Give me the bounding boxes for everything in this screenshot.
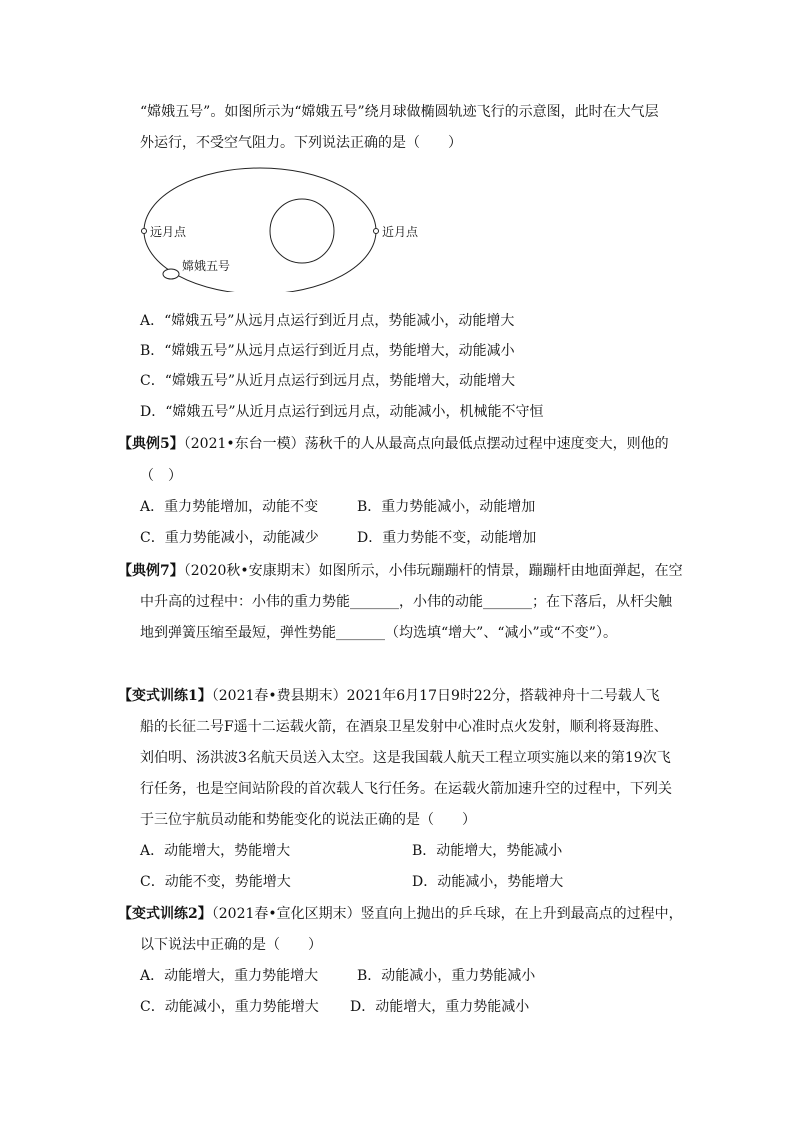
variant1-option-c[interactable]: C．动能不变，势能增大 [140,874,291,890]
example5-option-b[interactable]: B．重力势能减小，动能增加 [357,499,536,515]
orbit-diagram [138,162,388,292]
example7-text-line3: 地到弹簧压缩至最短，弹性势能_______（均选填“增大”、“减小”或“不变”）。 [140,625,617,641]
variant1-text-line: 于三位宇航员动能和势能变化的说法正确的是（ ） [140,812,476,828]
question-text-line: “嫦娥五号”。如图所示为“嫦娥五号”绕月球做椭圆轨迹飞行的示意图，此时在大气层 [140,104,659,120]
option-b[interactable]: B．“嫦娥五号”从远月点运行到近月点，势能增大，动能减小 [140,343,515,359]
variant2-option-b[interactable]: B．动能减小，重力势能减小 [357,968,536,984]
variant1-tag: 【变式训练1】 [118,688,212,704]
variant2-option-c[interactable]: C．动能减小，重力势能增大 [140,999,319,1015]
example5-option-a[interactable]: A．重力势能增加，动能不变 [140,499,319,515]
variant1-text-line: 船的长征二号F遥十二运载火箭，在酒泉卫星发射中心准时点火发射，顺利将聂海胜、 [140,719,668,735]
spacecraft-shape [163,269,179,279]
example5-heading [118,434,669,454]
example7-text: （2020秋•安康期末）如图所示，小伟玩蹦蹦杆的情景，蹦蹦杆由地面弹起，在空 [183,563,683,579]
far-point-marker [142,229,147,234]
near-point-label-outer: 近月点 [382,225,419,239]
variant2-heading [118,904,683,924]
example5-option-c[interactable]: C．重力势能减小，动能减少 [140,530,319,546]
variant1-text-line: 刘伯明、汤洪波3名航天员送入太空。这是我国载人航天工程立项实施以来的第19次飞 [140,750,671,766]
variant1-text: （2021春•费县期末）2021年6月17日9时22分，搭载神舟十二号载人飞 [211,688,660,704]
variant1-option-b[interactable]: B．动能增大，势能减小 [412,843,563,859]
variant1-text-line: 行任务，也是空间站阶段的首次载人飞行任务。在运载火箭加速升空的过程中，下列关 [140,781,672,797]
example7-heading [118,561,683,581]
example5-tag: 【典例5】 [118,436,184,452]
example5-option-d[interactable]: D．重力势能不变，动能增加 [357,530,537,546]
option-d[interactable]: D．“嫦娥五号”从近月点运行到远月点，动能减小，机械能不守恒 [140,404,544,420]
near-point-marker [374,229,379,234]
option-c[interactable]: C．“嫦娥五号”从近月点运行到远月点，势能增大，动能增大 [140,373,516,389]
variant2-option-a[interactable]: A．动能增大，重力势能增大 [140,968,319,984]
spacecraft-label: 嫦娥五号 [182,259,231,273]
question-text-line: 外运行，不受空气阻力。下列说法正确的是（ ） [140,135,462,151]
example7-tag: 【典例7】 [118,563,184,579]
moon-circle [270,199,334,263]
example5-text: （2021•东台一模）荡秋千的人从最高点向最低点摆动过程中速度变大，则他的 [183,436,669,452]
option-a[interactable]: A．“嫦娥五号”从远月点运行到近月点，势能减小，动能增大 [140,313,515,329]
variant1-heading [118,686,660,706]
variant1-option-d[interactable]: D．动能减小，势能增大 [412,874,564,890]
variant2-option-d[interactable]: D．动能增大，重力势能减小 [350,999,530,1015]
variant2-tag: 【变式训练2】 [118,906,212,922]
example5-text-line2: （ ） [140,468,182,484]
variant1-option-a[interactable]: A．动能增大，势能增大 [140,843,291,859]
far-point-label: 远月点 [150,225,187,239]
variant2-text-line2: 以下说法中正确的是（ ） [140,937,322,953]
example7-text-line2: 中升高的过程中：小伟的重力势能_______，小伟的动能_______；在下落后，从杆尖触 [140,594,672,610]
variant2-text: （2021春•宣化区期末）竖直向上抛出的乒乓球，在上升到最高点的过程中， [211,906,683,922]
